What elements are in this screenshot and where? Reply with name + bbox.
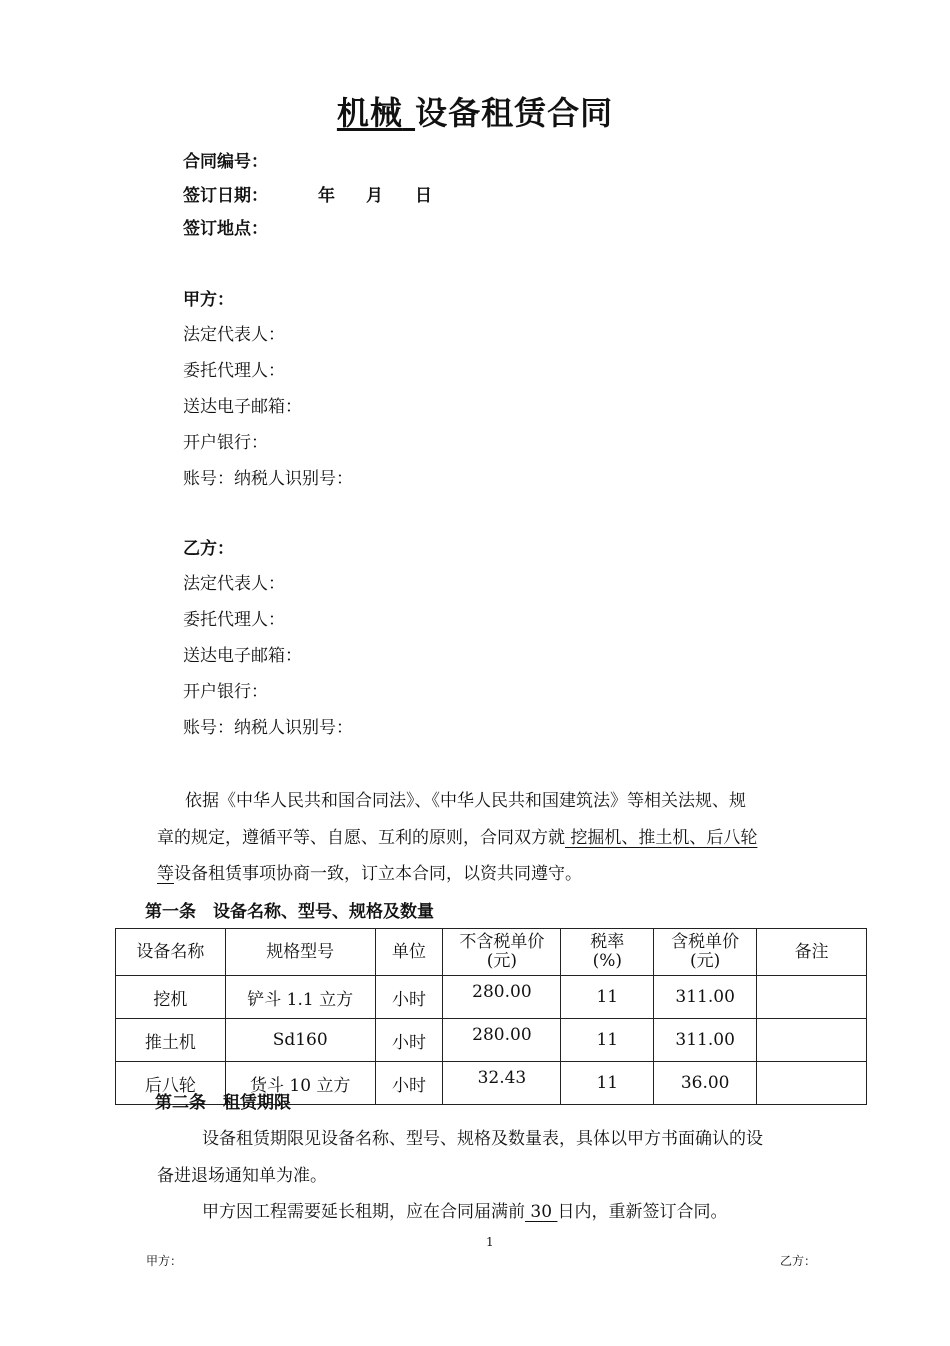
footer-party-b: 乙方：	[780, 1254, 817, 1268]
cell-name: 推土机	[116, 1019, 226, 1062]
cell-price-in-tax: 36.00	[654, 1062, 757, 1105]
party-b-agent: 委托代理人：	[183, 610, 285, 630]
intro-line-3: 等设备租赁事项协商一致，订立本合同，以资共同遵守。	[157, 864, 582, 884]
party-b-legal-rep: 法定代表人：	[183, 574, 285, 594]
col-header-unit: 单位	[375, 929, 443, 976]
sign-date-day: 日	[415, 186, 432, 206]
equipment-table	[115, 928, 867, 1105]
party-a-email: 送达电子邮箱：	[183, 397, 302, 417]
cell-price-ex-tax: 32.43	[443, 1062, 561, 1105]
col-header-tax-rate: 税率 (%)	[561, 929, 654, 976]
article-1-heading: 第一条 设备名称、型号、规格及数量	[145, 902, 434, 922]
table-row	[116, 1019, 867, 1062]
sign-date-year: 年	[318, 186, 335, 206]
cell-remark	[757, 1062, 867, 1105]
party-a-account: 账号：纳税人识别号：	[183, 469, 353, 489]
cell-price-in-tax: 311.00	[654, 976, 757, 1019]
table-header-row	[116, 929, 867, 976]
cell-remark	[757, 1019, 867, 1062]
sign-date-label: 签订日期：	[183, 186, 268, 206]
cell-spec: 铲斗 1.1 立方	[225, 976, 375, 1019]
article-2-para-2: 甲方因工程需要延长租期，应在合同届满前 30 日内，重新签订合同。	[202, 1202, 728, 1222]
cell-unit: 小时	[375, 1019, 443, 1062]
cell-unit: 小时	[375, 1062, 443, 1105]
party-a-legal-rep: 法定代表人：	[183, 325, 285, 345]
cell-spec: 货斗 10 立方	[225, 1062, 375, 1105]
intro-line-1: 依据《中华人民共和国合同法》、《中华人民共和国建筑法》等相关法规、规	[185, 791, 746, 811]
col-header-spec: 规格型号	[225, 929, 375, 976]
cell-price-ex-tax: 280.00	[443, 976, 561, 1019]
cell-tax-rate: 11	[561, 1019, 654, 1062]
page-number: 1	[486, 1235, 494, 1249]
cell-tax-rate: 11	[561, 976, 654, 1019]
party-b-label: 乙方：	[183, 539, 234, 559]
party-b-account: 账号：纳税人识别号：	[183, 718, 353, 738]
cell-tax-rate: 11	[561, 1062, 654, 1105]
intro-line-2: 章的规定，遵循平等、自愿、互利的原则，合同双方就 挖掘机、推土机、后八轮	[157, 828, 758, 848]
party-a-label: 甲方：	[183, 290, 234, 310]
cell-name: 挖机	[116, 976, 226, 1019]
cell-remark	[757, 976, 867, 1019]
article-2-para-1-line-1: 设备租赁期限见设备名称、型号、规格及数量表，具体以甲方书面确认的设	[202, 1129, 763, 1149]
party-b-bank: 开户银行：	[183, 682, 268, 702]
footer-party-a: 甲方：	[146, 1254, 183, 1268]
cell-name: 后八轮	[116, 1062, 226, 1105]
cell-unit: 小时	[375, 976, 443, 1019]
party-a-bank: 开户银行：	[183, 433, 268, 453]
party-b-email: 送达电子邮箱：	[183, 646, 302, 666]
col-header-remark: 备注	[757, 929, 867, 976]
col-header-name: 设备名称	[116, 929, 226, 976]
col-header-price-in-tax: 含税单价 (元)	[654, 929, 757, 976]
article-2-heading: 第二条 租赁期限	[155, 1093, 291, 1113]
party-a-agent: 委托代理人：	[183, 361, 285, 381]
sign-date-month: 月	[366, 186, 383, 206]
cell-price-ex-tax: 280.00	[443, 1019, 561, 1062]
col-header-price-ex-tax: 不含税单价 (元)	[443, 929, 561, 976]
document-title	[0, 88, 950, 134]
table-row	[116, 976, 867, 1019]
contract-number-label: 合同编号：	[183, 152, 268, 172]
extension-days: 30	[525, 1202, 558, 1222]
title-underlined-part: 机械	[336, 94, 403, 132]
cell-spec: Sd160	[225, 1019, 375, 1062]
equipment-list-underlined: 挖掘机、推土机、后八轮	[565, 828, 758, 848]
article-2-para-1-line-2: 备进退场通知单为准。	[157, 1166, 327, 1186]
cell-price-in-tax: 311.00	[654, 1019, 757, 1062]
sign-place-label: 签订地点：	[183, 219, 268, 239]
title-main-part: 设备租赁合同	[415, 94, 614, 132]
